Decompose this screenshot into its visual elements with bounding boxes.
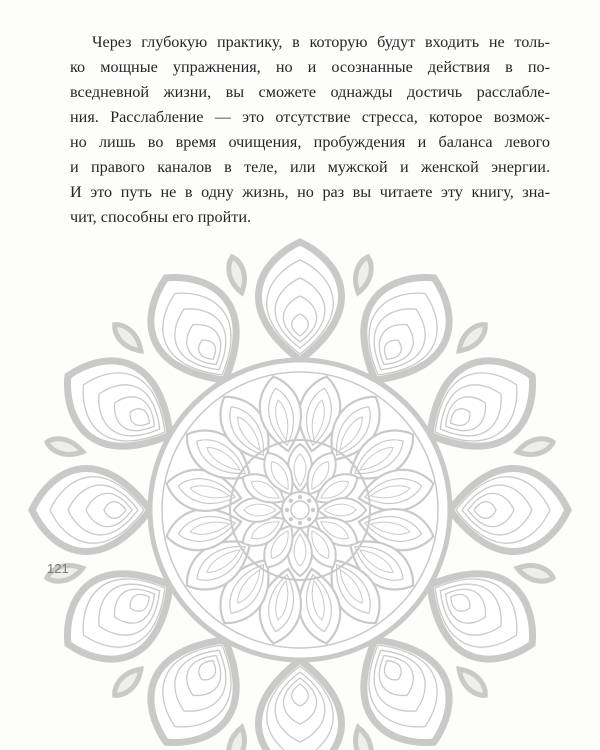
outer-leaf-tip <box>454 664 490 700</box>
center-bead <box>298 521 302 525</box>
center-bead <box>285 508 289 512</box>
outer-leaf-tip <box>515 561 554 584</box>
outer-leaf-tip <box>515 435 554 458</box>
paragraph-line: И это путь не в одну жизнь, но раз вы читаете эту книгу, зна- <box>70 183 550 201</box>
outer-leaf-tip <box>110 320 146 356</box>
paragraph-line: ния. Расслабление — это отсутствие стресса, которое возмож- <box>70 108 550 126</box>
outer-leaf-tip <box>225 725 248 750</box>
outer-leaf-tip <box>110 664 146 700</box>
outer-petal <box>258 660 341 750</box>
paragraph-line: но лишь во время очищения, пробуждения и баланса левого <box>70 133 550 151</box>
center-bead <box>289 517 293 521</box>
outer-leaf-tip <box>454 320 490 356</box>
paragraph-line: и правого каналов в теле, или мужской и женской энергии. <box>70 158 550 176</box>
outer-leaf-tip <box>351 725 374 750</box>
outer-leaf-tip <box>225 255 248 294</box>
center-bead <box>307 499 311 503</box>
outer-leaf-tip <box>45 435 84 458</box>
center-bead <box>307 517 311 521</box>
paragraph-line: вседневной жизни, вы сможете однажды достичь расслабле- <box>70 83 550 101</box>
paragraph-line: Через глубокую практику, в которую будут входить не толь- <box>92 33 550 51</box>
paragraph-line: чит, способны его пройти. <box>70 208 252 226</box>
center-bead <box>311 508 315 512</box>
center-bead <box>289 499 293 503</box>
paragraph-line: ко мощные упражнения, но и осознанные действия в по- <box>70 58 550 76</box>
outer-leaf-tip <box>351 255 374 294</box>
center-bead <box>298 495 302 499</box>
page-number: 121 <box>47 561 69 576</box>
